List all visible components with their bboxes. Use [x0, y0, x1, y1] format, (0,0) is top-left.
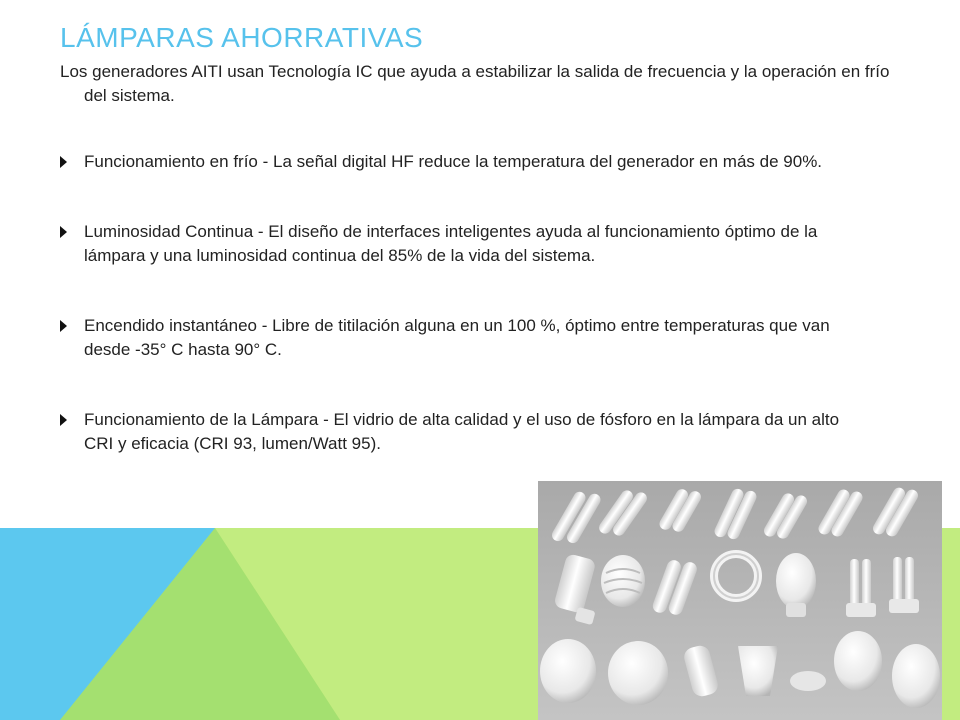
intro-paragraph: Los generadores AITI usan Tecnología IC que ayuda a estabilizar la salida de frecuencia y la operación en frío del sistema.: [60, 62, 890, 105]
triangle-bullet-icon: [60, 226, 67, 238]
triangle-bullet-icon: [60, 156, 67, 168]
bullet-text: Encendido instantáneo - Libre de titilación alguna en un 100 %, óptimo entre temperaturas que van desde -35° C hasta 90° C.: [84, 316, 830, 359]
triangle-bullet-icon: [60, 414, 67, 426]
bullet-text: Funcionamiento en frío - La señal digital HF reduce la temperatura del generador en más de 90%.: [84, 152, 823, 171]
cfl-lamps-image: [538, 481, 942, 720]
bullet-item: [60, 408, 850, 456]
bullet-text: Funcionamiento de la Lámpara - El vidrio de alta calidad y el uso de fósforo en la lámpara da un alto CRI y eficacia (CRI 93, lumen/Watt 95).: [84, 410, 840, 453]
bullet-item: [60, 220, 850, 268]
bullet-list: [60, 150, 850, 502]
bullet-text: Luminosidad Continua - El diseño de interfaces inteligentes ayuda al funcionamiento óptimo de la lámpara y una luminosidad continua del 85% de la vida del sistema.: [84, 222, 818, 265]
bullet-item: [60, 314, 850, 362]
slide-title: LÁMPARAS AHORRATIVAS: [60, 22, 424, 53]
triangle-bullet-icon: [60, 320, 67, 332]
bullet-item: [60, 150, 850, 174]
lamps-photo: [538, 481, 942, 720]
